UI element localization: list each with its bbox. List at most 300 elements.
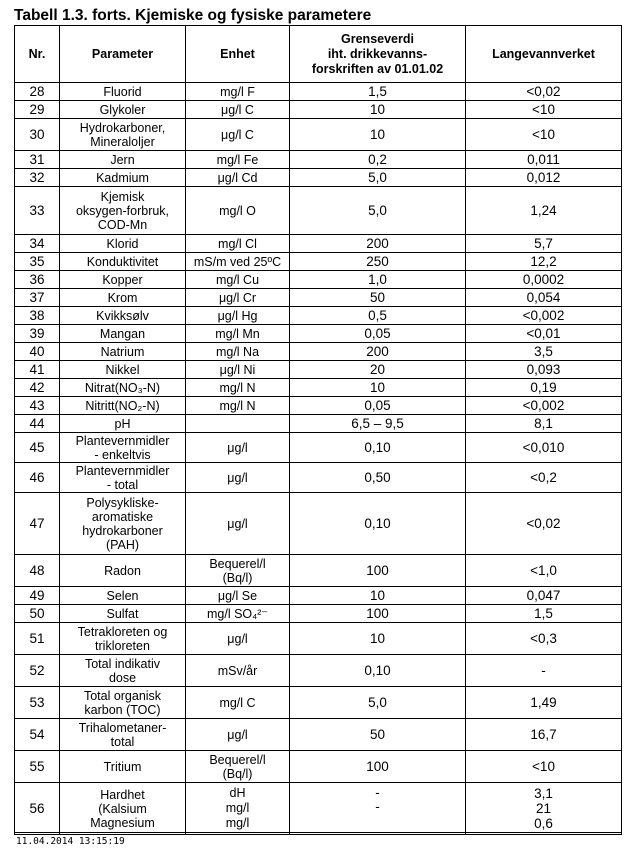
cell-limit (290, 325, 466, 343)
cell-langevann (466, 361, 622, 379)
cell-parameter-line: hydrokarboner (82, 523, 163, 538)
cell-limit (290, 151, 466, 169)
cell-limit (290, 361, 466, 379)
cell-parameter (60, 379, 186, 397)
cell-unit-line: μg/l (227, 727, 248, 742)
cell-langevann-line: 21 (535, 801, 552, 816)
cell-langevann (466, 187, 622, 235)
cell-limit-line: 0,10 (364, 439, 391, 455)
cell-unit-line: mg/l Cl (218, 236, 257, 251)
cell-parameter-line: aromatiske (91, 509, 154, 524)
cell-unit (186, 253, 290, 271)
cell-langevann (466, 687, 622, 719)
cell-parameter (60, 605, 186, 623)
cell-langevann-line: 3,5 (534, 343, 553, 359)
cell-langevann-line: 1,49 (530, 694, 557, 710)
cell-parameter-line: (PAH) (105, 537, 140, 552)
cell-nr: 33 (15, 187, 60, 235)
cell-limit-line: 0,05 (364, 325, 391, 341)
cell-unit-line: mg/l Mn (215, 326, 260, 341)
cell-unit-line: mS/m ved 25ºC (193, 254, 282, 269)
cell-limit (290, 655, 466, 687)
table-row (15, 101, 622, 119)
cell-parameter (60, 271, 186, 289)
cell-limit (290, 379, 466, 397)
cell-unit-line: mg/l O (219, 203, 256, 218)
cell-limit-line: 0,10 (364, 515, 391, 531)
cell-langevann-line: <0,2 (530, 469, 557, 485)
cell-langevann (466, 119, 622, 151)
cell-limit-line: 5,0 (368, 694, 387, 710)
cell-limit-line: 50 (369, 289, 386, 305)
table-title: Tabell 1.3. forts. Kjemiske og fysiske parametere (14, 7, 372, 24)
cell-parameter (60, 151, 186, 169)
cell-parameter-line: Radon (104, 563, 141, 578)
cell-parameter-line: Tetrakloreten og (77, 624, 168, 639)
cell-unit-line: mg/l C (219, 695, 256, 710)
cell-parameter-line: trikloreten (95, 638, 150, 653)
cell-limit (290, 719, 466, 751)
cell-unit-line: Bequerel/l (209, 556, 266, 571)
table-row (15, 343, 622, 361)
cell-nr: 37 (15, 289, 60, 307)
cell-langevann (466, 289, 622, 307)
cell-parameter (60, 587, 186, 605)
cell-unit-line: μg/l Se (217, 588, 258, 603)
table-row (15, 463, 622, 493)
cell-unit-line: μg/l C (221, 127, 254, 142)
cell-nr: 44 (15, 415, 60, 433)
cell-langevann (466, 169, 622, 187)
cell-langevann-line: 12,2 (530, 253, 557, 269)
table-row (15, 751, 622, 783)
cell-limit-line: 10 (369, 379, 386, 395)
cell-langevann (466, 605, 622, 623)
cell-limit-line: 200 (366, 343, 389, 359)
cell-unit-line: mg/l N (219, 380, 256, 395)
cell-langevann-line: 0,0002 (522, 271, 565, 287)
cell-langevann-line: 8,1 (534, 415, 553, 431)
cell-parameter-line: COD-Mn (97, 217, 148, 232)
cell-parameter-line: Selen (106, 588, 139, 603)
cell-parameter-line: Kopper (102, 272, 143, 287)
cell-parameter (60, 433, 186, 463)
cell-parameter-line: Natrium (100, 344, 145, 359)
cell-parameter (60, 119, 186, 151)
cell-unit-line: μg/l Cd (217, 170, 258, 185)
cell-langevann (466, 325, 622, 343)
cell-unit (186, 361, 290, 379)
cell-unit-line: mg/l SO₄²⁻ (206, 606, 268, 621)
table-row (15, 271, 622, 289)
cell-limit-line: 10 (369, 126, 386, 142)
cell-unit (186, 493, 290, 555)
cell-unit (186, 271, 290, 289)
cell-langevann (466, 379, 622, 397)
cell-limit (290, 187, 466, 235)
cell-nr: 45 (15, 433, 60, 463)
cell-langevann-line: 0,19 (530, 379, 557, 395)
cell-parameter (60, 101, 186, 119)
cell-langevann (466, 463, 622, 493)
table-row (15, 325, 622, 343)
cell-parameter-line: dose (108, 670, 137, 685)
table-row (15, 623, 622, 655)
table-row (15, 307, 622, 325)
cell-parameter-line: - enkeltvis (94, 447, 151, 462)
cell-limit-line: 0,50 (364, 469, 391, 485)
cell-parameter-line: Konduktivitet (86, 254, 159, 269)
cell-unit (186, 83, 290, 101)
cell-limit-line: 200 (366, 235, 389, 251)
cell-parameter-line: oksygen-forbruk, (75, 203, 170, 218)
cell-langevann (466, 655, 622, 687)
cell-nr: 31 (15, 151, 60, 169)
cell-limit-line: 0,10 (364, 662, 391, 678)
cell-unit (186, 415, 290, 433)
table-row (15, 433, 622, 463)
cell-parameter (60, 687, 186, 719)
cell-limit (290, 169, 466, 187)
cell-parameter (60, 343, 186, 361)
cell-langevann-line: <0,002 (522, 307, 565, 323)
cell-limit-line: 5,0 (368, 202, 387, 218)
cell-langevann (466, 719, 622, 751)
cell-parameter-line: (Kalsium (98, 801, 147, 816)
cell-unit (186, 397, 290, 415)
cell-parameter-line: Magnesium (90, 815, 155, 830)
cell-limit-line: 6,5 – 9,5 (351, 415, 404, 431)
cell-langevann-line: 0,093 (526, 361, 561, 377)
cell-parameter-line: total (110, 734, 135, 749)
cell-langevann (466, 783, 622, 835)
cell-parameter (60, 655, 186, 687)
cell-langevann-line: - (541, 662, 546, 678)
cell-nr: 47 (15, 493, 60, 555)
cell-unit (186, 187, 290, 235)
cell-unit (186, 325, 290, 343)
table-body (15, 83, 622, 835)
cell-langevann (466, 271, 622, 289)
cell-unit (186, 379, 290, 397)
table-row (15, 187, 622, 235)
cell-langevann-line: 0,6 (534, 816, 553, 831)
cell-unit-line: (Bq/l) (222, 766, 253, 781)
cell-limit (290, 235, 466, 253)
cell-limit-line: 1,0 (368, 271, 387, 287)
cell-parameter (60, 307, 186, 325)
cell-unit (186, 289, 290, 307)
table-row (15, 587, 622, 605)
cell-parameter (60, 289, 186, 307)
cell-langevann-line: <10 (532, 126, 555, 142)
cell-parameter (60, 493, 186, 555)
cell-nr: 48 (15, 555, 60, 587)
cell-nr: 51 (15, 623, 60, 655)
header-limit (290, 26, 466, 83)
cell-parameter-line: Trihalometaner- (78, 720, 167, 735)
cell-parameter (60, 397, 186, 415)
table-row (15, 119, 622, 151)
cell-parameter (60, 325, 186, 343)
cell-parameter (60, 719, 186, 751)
cell-unit-line: μg/l (227, 516, 248, 531)
cell-unit (186, 623, 290, 655)
table-header-row (15, 26, 622, 83)
cell-parameter-line: Jern (110, 152, 135, 167)
cell-nr: 56 (15, 783, 60, 835)
table-row (15, 169, 622, 187)
cell-parameter (60, 463, 186, 493)
cell-nr: 43 (15, 397, 60, 415)
header-langevann: Langevannverket (466, 26, 622, 83)
cell-unit (186, 605, 290, 623)
cell-parameter (60, 169, 186, 187)
table-row (15, 493, 622, 555)
header-nr: Nr. (15, 26, 60, 83)
cell-langevann (466, 751, 622, 783)
header-limit-line: forskriften av 01.01.02 (311, 61, 444, 76)
cell-limit (290, 783, 466, 835)
cell-unit-line: mg/l Na (215, 344, 260, 359)
cell-limit-line: 20 (369, 361, 386, 377)
cell-limit (290, 587, 466, 605)
cell-limit (290, 101, 466, 119)
cell-limit (290, 687, 466, 719)
cell-unit-line: dH (229, 786, 246, 800)
cell-nr: 36 (15, 271, 60, 289)
cell-limit-line: 10 (369, 630, 386, 646)
cell-unit (186, 433, 290, 463)
cell-parameter-line: Nikkel (105, 362, 140, 377)
cell-limit (290, 555, 466, 587)
cell-langevann (466, 415, 622, 433)
cell-unit (186, 463, 290, 493)
cell-nr: 34 (15, 235, 60, 253)
cell-langevann (466, 253, 622, 271)
cell-langevann-line: 3,1 (534, 786, 553, 801)
table-row (15, 397, 622, 415)
cell-limit-line: - (375, 799, 380, 814)
cell-parameter-line: Sulfat (106, 606, 139, 621)
cell-parameter-line: Total organisk (83, 688, 162, 703)
cell-nr: 41 (15, 361, 60, 379)
cell-unit-line: μg/l Ni (219, 362, 256, 377)
cell-limit-line: 100 (366, 605, 389, 621)
cell-nr: 50 (15, 605, 60, 623)
cell-parameter (60, 751, 186, 783)
cell-unit-line: μg/l Hg (217, 308, 258, 323)
cell-unit-line: mg/l N (219, 398, 256, 413)
table-row (15, 655, 622, 687)
cell-parameter-line: Fluorid (103, 84, 142, 99)
cell-parameter-line: Hydrokarboner, (79, 120, 166, 135)
table-row (15, 361, 622, 379)
table-row (15, 253, 622, 271)
cell-parameter (60, 361, 186, 379)
cell-unit (186, 235, 290, 253)
cell-unit-line: Bequerel/l (209, 752, 266, 767)
cell-limit-line: 100 (366, 758, 389, 774)
cell-langevann (466, 343, 622, 361)
cell-limit-line: 1,5 (368, 83, 387, 99)
cell-parameter-line: Klorid (106, 236, 139, 251)
cell-parameter-line: karbon (TOC) (84, 702, 161, 717)
cell-unit-line: mg/l (225, 816, 250, 830)
cell-langevann-line: 16,7 (530, 726, 557, 742)
cell-langevann-line: <10 (532, 758, 555, 774)
cell-parameter (60, 235, 186, 253)
cell-limit (290, 119, 466, 151)
cell-unit-line: (Bq/l) (222, 570, 253, 585)
cell-nr: 54 (15, 719, 60, 751)
cell-nr: 38 (15, 307, 60, 325)
cell-unit (186, 555, 290, 587)
cell-nr: 30 (15, 119, 60, 151)
header-parameter: Parameter (60, 26, 186, 83)
cell-parameter (60, 187, 186, 235)
cell-unit-line: mSv/år (217, 663, 258, 678)
cell-langevann-line: 0,054 (526, 289, 561, 305)
cell-nr: 32 (15, 169, 60, 187)
cell-langevann-line: <0,02 (526, 515, 561, 531)
cell-parameter-line: Hardhet (100, 787, 145, 802)
cell-parameter (60, 623, 186, 655)
cell-langevann (466, 151, 622, 169)
cell-unit (186, 687, 290, 719)
cell-unit-line: mg/l Fe (216, 152, 259, 167)
cell-limit (290, 493, 466, 555)
footer-timestamp: 11.04.2014 13:15:19 (16, 836, 125, 847)
header-limit-line: iht. drikkevanns- (327, 46, 428, 61)
cell-parameter-line: Polysykliske- (86, 495, 159, 510)
cell-limit (290, 397, 466, 415)
cell-limit (290, 415, 466, 433)
table-row (15, 555, 622, 587)
cell-langevann (466, 83, 622, 101)
cell-limit-line: 250 (366, 253, 389, 269)
cell-parameter-line: Nitrat(NO₃-N) (84, 380, 161, 395)
cell-limit (290, 605, 466, 623)
cell-langevann-line: 0,012 (526, 169, 561, 185)
cell-parameter-line: Krom (107, 290, 138, 305)
cell-langevann (466, 235, 622, 253)
cell-parameter (60, 253, 186, 271)
cell-unit (186, 783, 290, 835)
table-row (15, 783, 622, 835)
cell-langevann (466, 397, 622, 415)
cell-limit-line: 5,0 (368, 169, 387, 185)
table-row (15, 687, 622, 719)
cell-limit (290, 433, 466, 463)
cell-langevann (466, 555, 622, 587)
cell-unit-line: μg/l C (221, 102, 254, 117)
cell-limit (290, 271, 466, 289)
cell-langevann (466, 587, 622, 605)
cell-unit-line: μg/l (227, 440, 248, 455)
cell-langevann (466, 101, 622, 119)
cell-langevann-line: 1,5 (534, 605, 553, 621)
cell-parameter-line: Tritium (103, 759, 142, 774)
cell-unit-line: μg/l Cr (218, 290, 257, 305)
cell-unit-line: μg/l (227, 631, 248, 646)
cell-nr: 55 (15, 751, 60, 783)
cell-parameter-line: Total indikativ (84, 656, 161, 671)
cell-unit (186, 719, 290, 751)
cell-limit (290, 307, 466, 325)
cell-langevann-line: <0,01 (526, 325, 561, 341)
cell-parameter-line: Mineraloljer (90, 134, 155, 149)
cell-limit (290, 83, 466, 101)
cell-langevann-line: 1,24 (530, 202, 557, 218)
cell-limit-line: 0,5 (368, 307, 387, 323)
cell-nr: 35 (15, 253, 60, 271)
cell-langevann-line: <0,02 (526, 83, 561, 99)
table-row (15, 719, 622, 751)
cell-limit-line: 10 (369, 587, 386, 603)
cell-limit (290, 751, 466, 783)
cell-langevann-line: <10 (532, 101, 555, 117)
cell-parameter-line: Plantevernmidler (75, 433, 170, 448)
cell-langevann-line: 0,011 (527, 151, 560, 167)
cell-unit (186, 587, 290, 605)
cell-parameter-line: Kvikksølv (96, 308, 149, 323)
cell-nr: 52 (15, 655, 60, 687)
cell-limit (290, 289, 466, 307)
cell-langevann (466, 307, 622, 325)
cell-unit (186, 655, 290, 687)
cell-limit-line: 50 (369, 726, 386, 742)
cell-nr: 39 (15, 325, 60, 343)
cell-limit (290, 463, 466, 493)
cell-unit (186, 169, 290, 187)
header-unit: Enhet (186, 26, 290, 83)
table-row (15, 379, 622, 397)
cell-parameter-line: - total (106, 477, 139, 492)
cell-parameter-line: Kjemisk (100, 189, 145, 204)
cell-limit (290, 343, 466, 361)
cell-limit-line: 10 (369, 101, 386, 117)
cell-parameter-line: Glykoler (99, 102, 146, 117)
cell-limit-line: 100 (366, 562, 389, 578)
table-row (15, 415, 622, 433)
cell-nr: 28 (15, 83, 60, 101)
table-row (15, 605, 622, 623)
cell-langevann (466, 433, 622, 463)
table-row (15, 235, 622, 253)
cell-parameter (60, 783, 186, 835)
cell-unit (186, 307, 290, 325)
cell-langevann-line: <0,3 (530, 630, 557, 646)
cell-langevann (466, 623, 622, 655)
cell-parameter-line: Nitritt(NO₂-N) (85, 398, 160, 413)
cell-nr: 42 (15, 379, 60, 397)
header-limit-line: Grenseverdi (341, 31, 414, 46)
cell-parameter-line: Plantevernmidler (75, 463, 170, 478)
cell-limit-line: 0,05 (364, 397, 391, 413)
cell-unit (186, 151, 290, 169)
cell-unit-line: mg/l Cu (215, 272, 260, 287)
cell-nr: 46 (15, 463, 60, 493)
table-row (15, 151, 622, 169)
cell-langevann-line: 0,047 (526, 587, 561, 603)
footer-divider (14, 832, 621, 833)
cell-langevann-line: 5,7 (534, 235, 553, 251)
cell-langevann-line: <0,002 (522, 397, 565, 413)
cell-limit (290, 253, 466, 271)
cell-parameter-line: Mangan (99, 326, 146, 341)
cell-unit (186, 101, 290, 119)
